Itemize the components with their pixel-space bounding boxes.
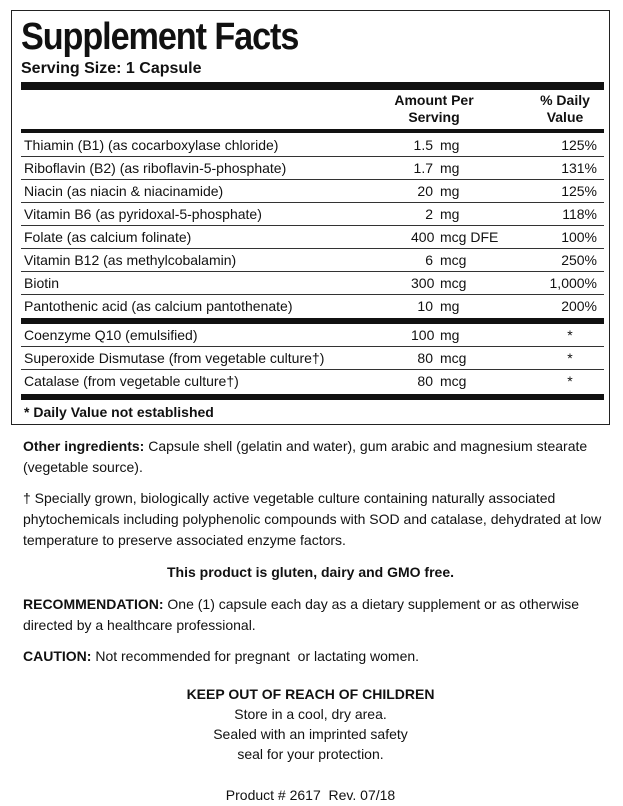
nutrient-unit: mg	[440, 298, 460, 314]
nutrient-amount: 2	[425, 206, 433, 222]
nutrient-amount: 1.5	[413, 137, 433, 153]
other-ingredients-text: Capsule shell (gelatin and water), gum arabic and magnesium stearate (vegetable source).	[23, 438, 588, 475]
ingredient-unit: mg	[440, 327, 460, 343]
ingredient-daily-value: *	[567, 327, 573, 343]
nutrient-name: Pantothenic acid (as calcium pantothenate)	[24, 298, 293, 314]
nutrient-amount: 20	[417, 183, 433, 199]
nutrient-name: Riboflavin (B2) (as riboflavin-5-phosphate)	[24, 160, 287, 176]
other-ingredients	[23, 436, 608, 478]
nutrient-daily-value: 125%	[561, 137, 597, 153]
nutrient-name: Biotin	[24, 275, 60, 291]
product-number: Product # 2617 Rev. 07/18	[225, 787, 396, 803]
ingredient-amount: 100	[411, 327, 435, 343]
keep-out-of-reach-heading: KEEP OUT OF REACH OF CHILDREN	[186, 686, 435, 702]
ingredient-unit: mcg	[440, 373, 467, 389]
nutrient-unit: mg	[440, 137, 460, 153]
nutrient-unit: mcg	[440, 275, 467, 291]
daily-value-header: % Daily Value	[540, 92, 590, 125]
nutrient-unit: mg	[440, 160, 460, 176]
thick-divider-bottom	[21, 394, 604, 400]
serving-size: Serving Size: 1 Capsule	[21, 60, 202, 77]
storage-line: seal for your protection.	[237, 746, 384, 762]
panel-title: Supplement Facts	[21, 16, 299, 58]
nutrient-daily-value: 100%	[561, 229, 597, 245]
ingredient-unit: mcg	[440, 350, 467, 366]
table-row	[21, 272, 604, 294]
caution-label: CAUTION:	[23, 648, 92, 664]
nutrient-amount: 6	[425, 252, 433, 268]
ingredient-daily-value: *	[567, 373, 573, 389]
recommendation-label: RECOMMENDATION:	[23, 596, 164, 612]
table-row	[21, 203, 604, 225]
ingredient-daily-value: *	[567, 350, 573, 366]
storage-line: Store in a cool, dry area.	[234, 706, 387, 722]
table-row	[21, 370, 604, 392]
nutrient-daily-value: 131%	[561, 160, 597, 176]
nutrient-name: Niacin (as niacin & niacinamide)	[24, 183, 224, 199]
caution	[23, 646, 608, 667]
ingredient-name: Superoxide Dismutase (from vegetable culture†)	[24, 350, 325, 366]
table-row	[21, 249, 604, 271]
table-row	[21, 347, 604, 369]
nutrient-name: Vitamin B12 (as methylcobalamin)	[24, 252, 237, 268]
table-row	[21, 134, 604, 156]
nutrient-daily-value: 125%	[561, 183, 597, 199]
nutrient-name: Thiamin (B1) (as cocarboxylase chloride)	[24, 137, 279, 153]
nutrient-unit: mg	[440, 183, 460, 199]
table-row	[21, 226, 604, 248]
allergen-free-statement: This product is gluten, dairy and GMO free.	[166, 564, 455, 580]
recommendation-text: One (1) capsule each day as a dietary supplement or as otherwise directed by a healthcare professional.	[23, 596, 580, 633]
nutrient-daily-value: 118%	[562, 206, 597, 222]
table-row	[21, 157, 604, 179]
thick-divider-top	[21, 82, 604, 90]
caution-text: Not recommended for pregnant or lactating women.	[91, 648, 420, 664]
nutrient-unit: mg	[440, 206, 460, 222]
ingredient-name: Coenzyme Q10 (emulsified)	[24, 327, 198, 343]
nutrient-amount: 1.7	[413, 160, 433, 176]
nutrient-daily-value: 200%	[561, 298, 597, 314]
daily-value-footnote: * Daily Value not established	[24, 404, 214, 420]
other-ingredients-label: Other ingredients:	[23, 438, 145, 454]
nutrient-unit: mcg DFE	[440, 229, 499, 245]
nutrient-amount: 300	[411, 275, 435, 291]
nutrient-unit: mcg	[440, 252, 467, 268]
nutrient-name: Vitamin B6 (as pyridoxal-5-phosphate)	[24, 206, 262, 222]
ingredient-amount: 80	[417, 373, 433, 389]
supplement-facts-panel	[11, 10, 610, 425]
nutrient-daily-value: 250%	[561, 252, 597, 268]
nutrient-name: Folate (as calcium folinate)	[24, 229, 192, 245]
ingredient-name: Catalase (from vegetable culture†)	[24, 373, 239, 389]
storage-line: Sealed with an imprinted safety	[213, 726, 408, 742]
nutrient-daily-value: 1,000%	[549, 275, 597, 291]
storage-block	[11, 684, 610, 764]
header-divider	[21, 129, 604, 133]
recommendation	[23, 594, 608, 636]
nutrient-amount: 10	[417, 298, 433, 314]
table-row	[21, 324, 604, 346]
amount-per-serving-header: Amount Per Serving	[394, 92, 474, 125]
table-row	[21, 295, 604, 317]
table-row	[21, 180, 604, 202]
ingredient-amount: 80	[417, 350, 433, 366]
nutrient-amount: 400	[411, 229, 435, 245]
dagger-footnote: † Specially grown, biologically active vegetable culture containing naturally associated phytochemicals including polyphenolic compounds with SOD and catalase, dehydrated at low temperature to preserve associated enzyme factors.	[23, 490, 602, 548]
